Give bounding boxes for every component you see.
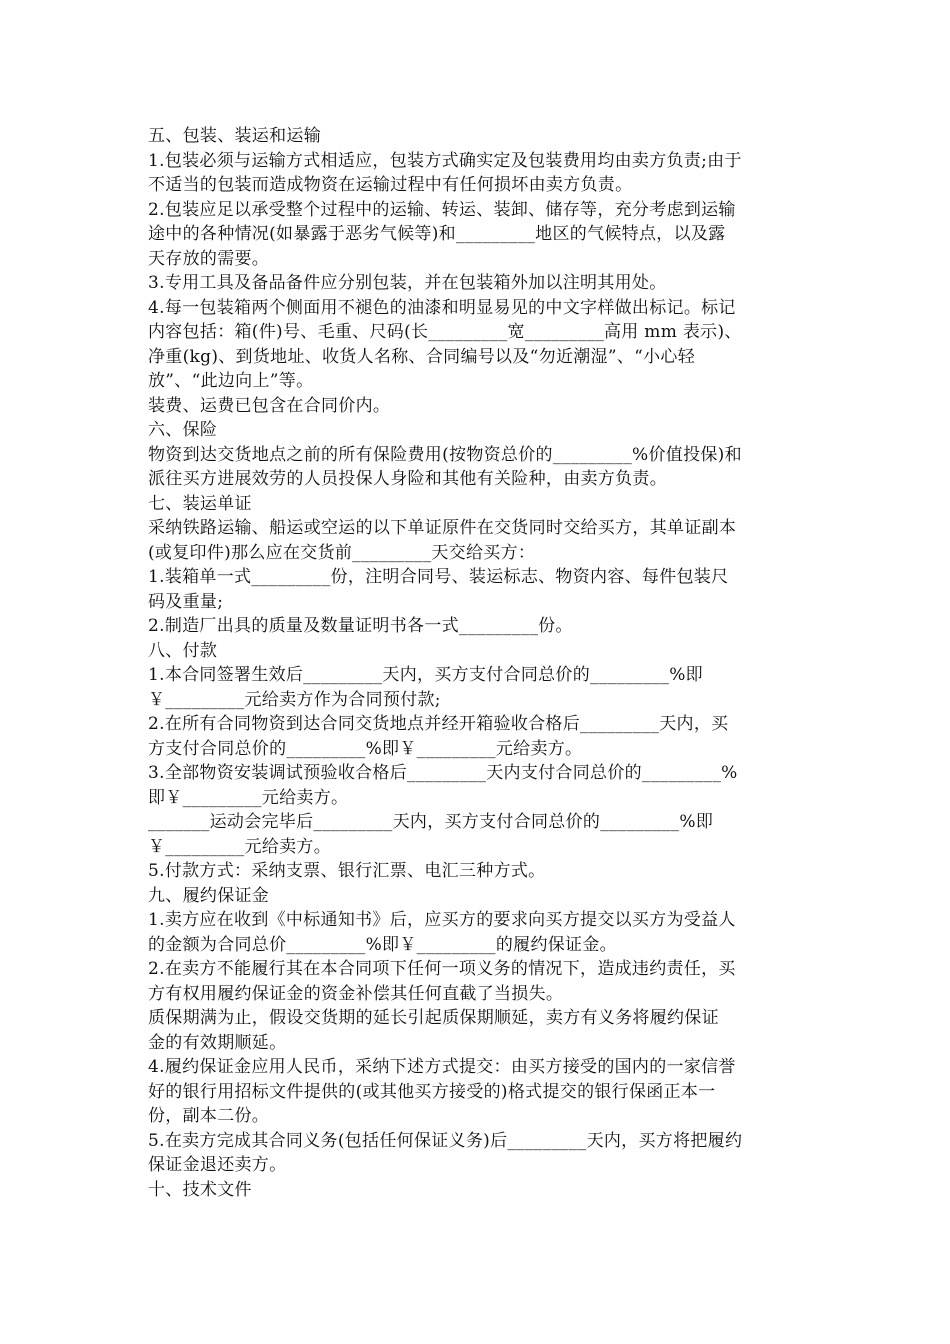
- text-line: ￥_________元给卖方。: [148, 836, 331, 857]
- text-line: 3.全部物资安装调试预验收合格后_________天内支付合同总价的_________%: [148, 763, 738, 783]
- text-line: 1.本合同签署生效后_________天内，买方支付合同总价的_________%即: [148, 665, 703, 685]
- text-line: 1.包装必须与运输方式相适应，包装方式确实定及包装费用均由卖方负责;由于: [148, 150, 742, 171]
- text-line: 净重(kg)、到货地址、收货人名称、合同编号以及“勿近潮湿”、“小心轻: [148, 346, 696, 367]
- text-line: 4.履约保证金应用人民币，采纳下述方式提交：由买方接受的国内的一家信誉: [148, 1057, 736, 1077]
- text-line: _______运动会完毕后_________天内，买方支付合同总价的_________%即: [148, 812, 714, 832]
- text-line: 天存放的需要。: [148, 248, 270, 269]
- text-line: 1.卖方应在收到《中标通知书》后，应买方的要求向买方提交以买方为受益人: [148, 910, 736, 930]
- text-line: 派往买方进展效劳的人员投保人身险和其他有关险种，由卖方负责。: [148, 469, 667, 489]
- section-heading: 八、付款: [148, 640, 218, 661]
- text-line: 1.装箱单一式_________份，注明合同号、装运标志、物资内容、每件包装尺: [148, 567, 729, 587]
- text-line: 即￥_________元给卖方。: [148, 787, 349, 808]
- text-line: 3.专用工具及备品备件应分别包装，并在包装箱外加以注明其用处。: [148, 273, 667, 293]
- section-heading: 六、保险: [148, 420, 218, 440]
- text-line: 物资到达交货地点之前的所有保险费用(按物资总价的_________%价值投保)和: [148, 444, 742, 465]
- text-line: 5.在卖方完成其合同义务(包括任何保证义务)后_________天内，买方将把履约: [148, 1130, 743, 1151]
- text-line: 2.包装应足以承受整个过程中的运输、转运、装卸、储存等，充分考虑到运输: [148, 199, 736, 220]
- text-line: 保证金退还卖方。: [148, 1155, 287, 1175]
- text-line: 份，副本二份。: [148, 1106, 270, 1126]
- section-heading: 七、装运单证: [148, 493, 252, 514]
- text-line: 码及重量;: [148, 591, 224, 612]
- text-line: (或复印件)那么应在交货前_________天交给买方：: [148, 542, 536, 563]
- text-line: 采纳铁路运输、船运或空运的以下单证原件在交货同时交给买方，其单证副本: [148, 518, 737, 538]
- text-line: 4.每一包装箱两个侧面用不褪色的油漆和明显易见的中文字样做出标记。标记: [148, 297, 736, 318]
- text-line: 2.在所有合同物资到达合同交货地点并经开箱验收合格后_________天内，买: [148, 714, 729, 734]
- text-line: 质保期满为止，假设交货期的延长引起质保期顺延，卖方有义务将履约保证: [148, 1008, 719, 1028]
- text-line: 金的有效期顺延。: [148, 1032, 287, 1053]
- text-line: 方有权用履约保证金的资金补偿其任何直截了当损失。: [148, 983, 564, 1004]
- text-line: 放”、“此边向上”等。: [148, 371, 314, 391]
- text-line: 途中的各种情况(如暴露于恶劣气候等)和_________地区的气候特点，以及露: [148, 224, 726, 244]
- text-line: 不适当的包装而造成物资在运输过程中有任何损坏由卖方负责。: [148, 175, 633, 195]
- section-heading: 十、技术文件: [148, 1179, 252, 1200]
- section-heading: 五、包装、装运和运输: [148, 126, 321, 146]
- text-line: 2.在卖方不能履行其在本合同项下任何一项义务的情况下，造成违约责任，买: [148, 959, 736, 979]
- text-line: 5.付款方式：采纳支票、银行汇票、电汇三种方式。: [148, 861, 546, 881]
- document-body: [148, 124, 808, 1202]
- text-line: 方支付合同总价的_________%即￥_________元给卖方。: [148, 738, 583, 759]
- text-line: 好的银行用招标文件提供的(或其他买方接受的)格式提交的银行保函正本一: [148, 1081, 716, 1102]
- text-line: ￥_________元给卖方作为合同预付款;: [148, 689, 441, 710]
- text-line: 2.制造厂出具的质量及数量证明书各一式_________份。: [148, 616, 573, 636]
- text-line: 装费、运费已包含在合同价内。: [148, 395, 391, 416]
- text-line: 内容包括：箱(件)号、毛重、尺码(长_________宽_________高用 mm 表示)、: [148, 322, 742, 342]
- section-heading: 九、履约保证金: [148, 885, 270, 906]
- text-line: 的金额为合同总价_________%即￥_________的履约保证金。: [148, 934, 617, 955]
